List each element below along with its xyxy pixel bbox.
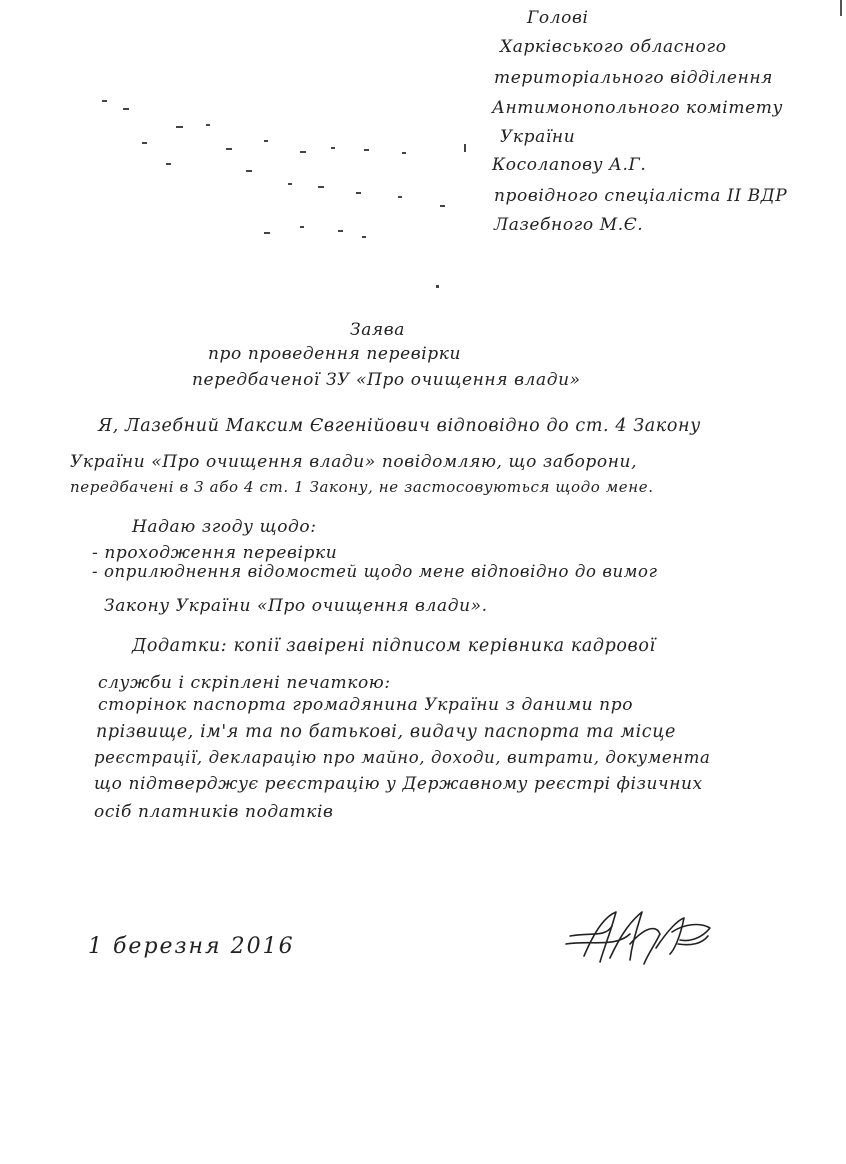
addressee-line: Голові — [527, 8, 589, 28]
addressee-line: Косолапову А.Г. — [492, 155, 647, 175]
body-line: Закону України «Про очищення влади». — [104, 596, 488, 616]
body-line: Надаю згоду щодо: — [132, 517, 317, 537]
date: 1 березня 2016 — [88, 934, 295, 959]
addressee-line: провідного спеціаліста II ВДР — [494, 186, 788, 206]
body-line: прізвище, ім'я та по батькові, видачу паспорта та місце — [96, 722, 676, 742]
title-line: про проведення перевірки — [208, 344, 462, 364]
addressee-line: територіального відділення — [494, 68, 774, 88]
handwritten-signature — [560, 904, 720, 974]
body-line: Додатки: копії завірені підписом керівника кадрової — [132, 636, 656, 656]
body-line: реєстрації, декларацію про майно, доходи, витрати, документа — [94, 748, 711, 767]
addressee-line: Харківського обласного — [500, 37, 727, 57]
addressee-line: Лазебного М.Є. — [494, 215, 644, 235]
body-line: - оприлюднення відомостей щодо мене відповідно до вимог — [92, 562, 658, 581]
body-line: служби і скріплені печаткою: — [98, 673, 391, 693]
body-line: сторінок паспорта громадянина України з даними про — [98, 695, 634, 715]
body-line: України «Про очищення влади» повідомляю, що заборони, — [70, 452, 638, 472]
addressee-line: Антимонопольного комітету — [492, 98, 783, 118]
addressee-line: України — [500, 127, 576, 147]
body-line: Я, Лазебний Максим Євгенійович відповідно до ст. 4 Закону — [98, 416, 701, 436]
body-line: осіб платників податків — [94, 802, 334, 822]
body-line: що підтверджує реєстрацію у Державному реєстрі фізичних — [94, 774, 703, 794]
title-line: Заява — [350, 320, 406, 340]
body-line: - проходження перевірки — [92, 543, 338, 563]
title-line: передбаченої ЗУ «Про очищення влади» — [192, 370, 581, 390]
body-line: передбачені в 3 або 4 ст. 1 Закону, не застосовуються щодо мене. — [70, 478, 654, 496]
